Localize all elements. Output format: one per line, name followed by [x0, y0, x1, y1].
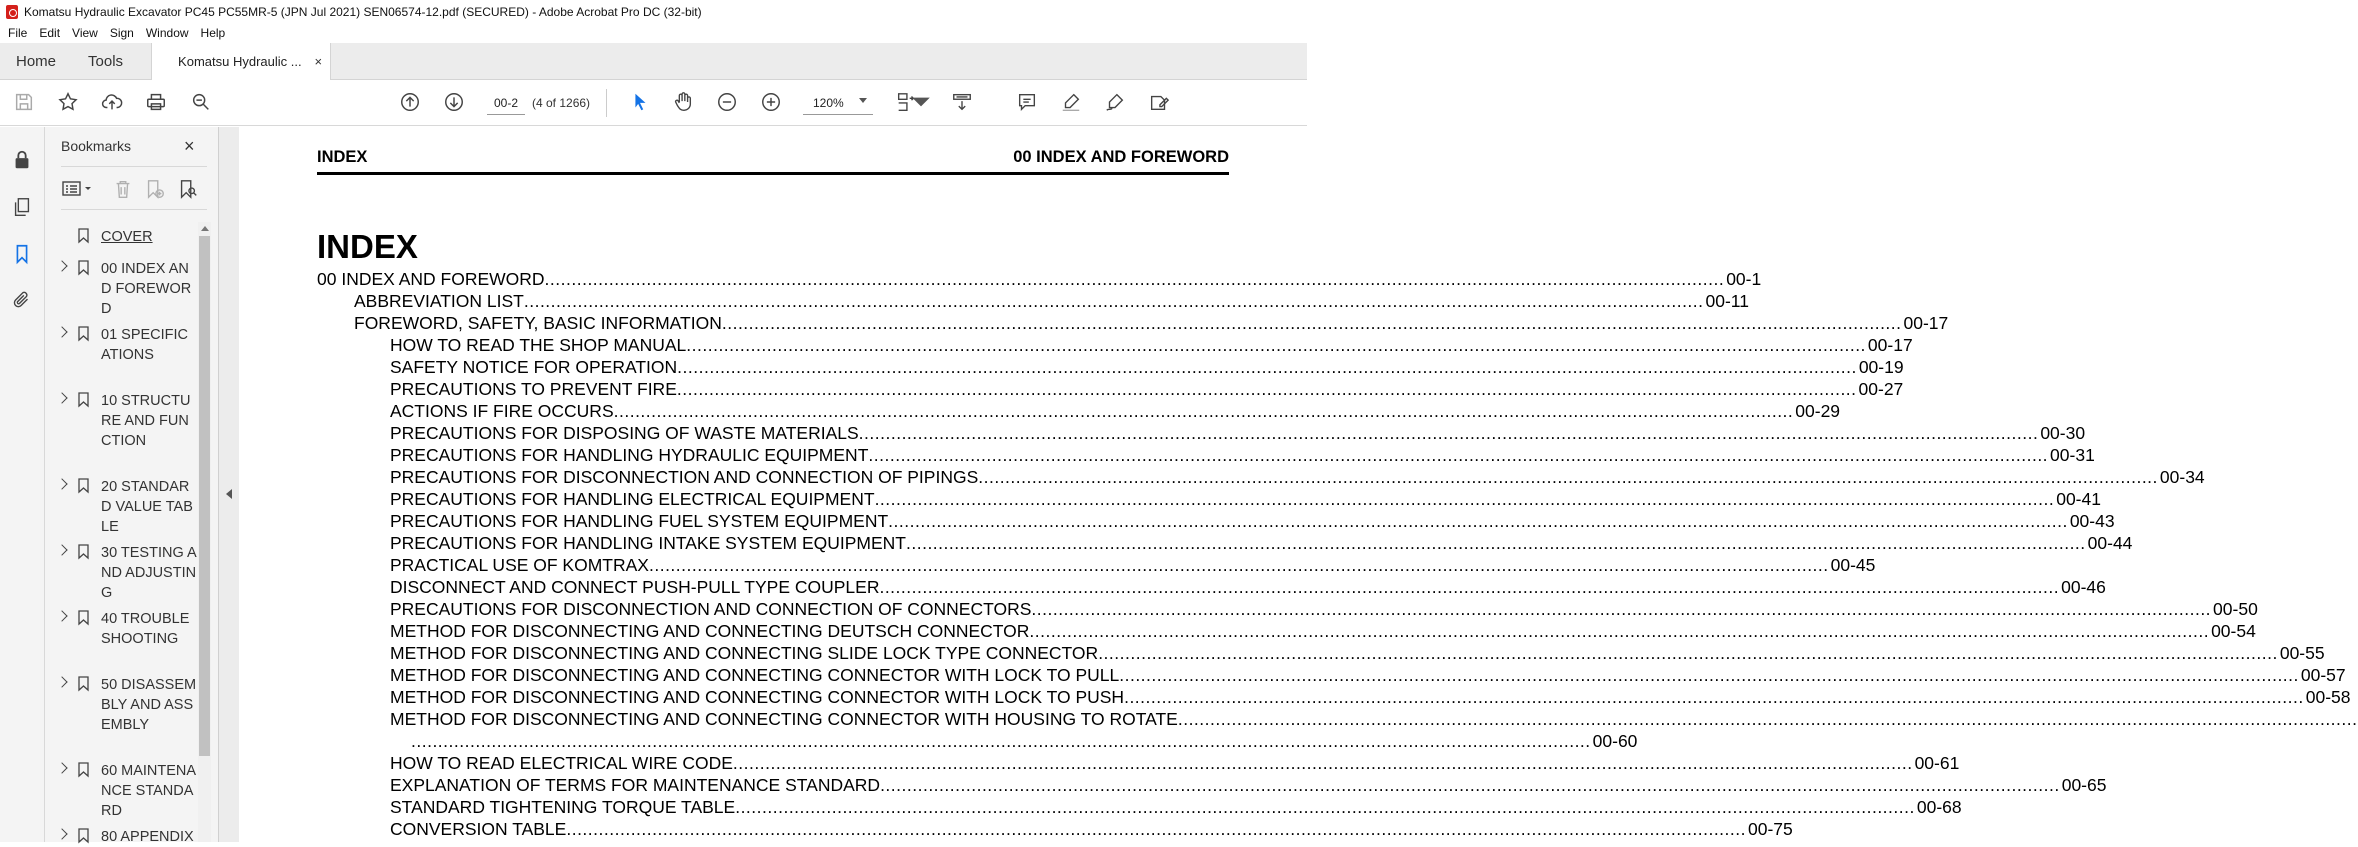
toc-entry-title: METHOD FOR DISCONNECTING AND CONNECTING CONNECTOR WITH LOCK TO PULL [390, 665, 1120, 685]
toc-entry[interactable] [390, 753, 1960, 775]
chevron-right-icon[interactable] [56, 676, 67, 687]
toc-leader-dots: ............................................................................................................................................................................................................................ [858, 423, 2039, 443]
toc-entry[interactable] [390, 445, 2095, 467]
toc-leader-dots: ............................................................................................................................................................................................................................ [1029, 621, 2210, 641]
bookmark-icon [78, 392, 89, 407]
toc-entry-title: METHOD FOR DISCONNECTING AND CONNECTING DEUTSCH CONNECTOR [390, 621, 1030, 641]
page-number-input[interactable]: 00-2 [487, 91, 525, 115]
toc-entry-title: PRECAUTIONS FOR HANDLING ELECTRICAL EQUIPMENT [390, 489, 875, 509]
toc-entry[interactable] [390, 819, 1793, 841]
bookmark-icon [78, 326, 89, 341]
toc-leader-dots: ............................................................................................................................................................................................................................ [906, 533, 2086, 553]
toc-leader-dots: ............................................................................................................................................................................................................................ [566, 819, 1746, 839]
lock-icon[interactable] [11, 149, 33, 171]
toc-entry-title: 00 INDEX AND FOREWORD [317, 269, 545, 289]
toc-leader-dots: ............................................................................................................................................................................................................................ [1098, 643, 2278, 663]
tab-tools[interactable]: Tools [88, 53, 124, 70]
bookmark-options-icon[interactable] [61, 177, 95, 201]
bookmarks-scrollbar[interactable] [198, 222, 211, 842]
sign-pen-icon[interactable] [1103, 90, 1127, 114]
toc-entry-page: 00-34 [2159, 467, 2205, 487]
toc-entry-page: 00-41 [2056, 489, 2101, 509]
delete-bookmark-icon[interactable] [111, 177, 135, 201]
toc-entry-page: 00-44 [2087, 533, 2133, 553]
zoom-out-icon[interactable] [715, 90, 739, 114]
bookmark-icon [78, 260, 89, 275]
chevron-right-icon[interactable] [56, 762, 67, 773]
bookmarks-list [45, 222, 197, 845]
left-navigation-rail [0, 127, 45, 842]
toc-leader-dots: ............................................................................................................................................................................................................................ [686, 335, 1866, 355]
bookmark-label: COVER [101, 229, 153, 245]
document-view[interactable] [239, 127, 2358, 842]
toc-leader-dots: ............................................................................................................................................................................................................................ [523, 291, 1704, 311]
bookmark-icon [78, 762, 89, 777]
toc-entry-page: 00-17 [1867, 335, 1913, 355]
bookmark-icon [78, 610, 89, 625]
toc-entry[interactable] [390, 709, 2358, 731]
toc-entry[interactable] [390, 467, 2205, 489]
toc-leader-dots: ............................................................................................................................................................................................................................ [879, 577, 2060, 597]
toc-leader-dots: ............................................................................................................................................................................................................................ [677, 357, 1857, 377]
window-title: Komatsu Hydraulic Excavator PC45 PC55MR-5 (JPN Jul 2021) SEN06574-12.pdf (SECURED) - Adobe Acrobat Pro DC (32-bit) [24, 4, 702, 19]
toc-entry-title: DISCONNECT AND CONNECT PUSH-PULL TYPE COUPLER [390, 577, 880, 597]
toc-entry-title: HOW TO READ ELECTRICAL WIRE CODE [390, 753, 733, 773]
divider [61, 166, 207, 167]
toc-entry[interactable] [390, 357, 1904, 379]
bookmarks-panel-title: Bookmarks [61, 138, 132, 154]
toc-entry[interactable] [390, 797, 1962, 819]
bookmark-label: 01 SPECIFICATIONS [101, 327, 189, 363]
toc-entry-title: FOREWORD, SAFETY, BASIC INFORMATION [354, 313, 722, 333]
toc-entry-title: METHOD FOR DISCONNECTING AND CONNECTING SLIDE LOCK TYPE CONNECTOR [390, 643, 1099, 663]
toc-entry[interactable] [390, 379, 1904, 401]
toc-entry-page: 00-19 [1858, 357, 1904, 377]
tab-close-icon[interactable]: × [314, 54, 323, 69]
toc-entry[interactable] [390, 555, 1876, 577]
toc-leader-dots: ............................................................................................................................................................................................................................ [880, 775, 2060, 795]
bookmark-label: 50 DISASSEMBLY AND ASSEMBLY [101, 677, 197, 733]
toc-entry-page: 00-27 [1858, 379, 1904, 399]
toolbar-divider [606, 89, 607, 117]
menu-window[interactable]: Window [145, 26, 189, 40]
toc-entry[interactable] [390, 775, 2107, 797]
bookmark-label: 40 TROUBLESHOOTING [101, 611, 190, 647]
previous-page-icon[interactable] [398, 90, 422, 114]
toc-leader-dots: ............................................................................................................................................................................................................................ [888, 511, 2068, 531]
zoom-level-value: 120% [813, 95, 844, 110]
select-cursor-icon[interactable] [628, 90, 652, 114]
toc-entry-title: CONVERSION TABLE [390, 819, 567, 839]
upload-cloud-icon[interactable] [100, 90, 124, 114]
bookmark-label: 20 STANDARD VALUE TABLE [101, 479, 193, 535]
menu-view[interactable]: View [72, 26, 98, 40]
zoom-level-select[interactable] [803, 91, 873, 115]
panel-splitter[interactable] [219, 127, 239, 842]
toc-entry-page: 00-29 [1795, 401, 1841, 421]
acrobat-app-icon [6, 5, 18, 19]
toc-entry-title: PRECAUTIONS FOR DISCONNECTION AND CONNECTION OF CONNECTORS [390, 599, 1032, 619]
page-thumbnails-icon[interactable] [11, 196, 33, 218]
toc-entry-page: 00-68 [1916, 797, 1962, 817]
bookmarks-panel [45, 127, 219, 845]
toc-entry-title: HOW TO READ THE SHOP MANUAL [390, 335, 687, 355]
comment-icon[interactable] [1015, 90, 1039, 114]
highlight-pen-icon[interactable] [1059, 90, 1083, 114]
toc-leader-dots: ............................................................................................................................................................................................................................ [1124, 687, 2304, 707]
edit-pdf-icon[interactable] [1147, 90, 1171, 114]
menu-file[interactable]: File [8, 26, 28, 40]
toc-entry-page: 00-54 [2211, 621, 2256, 641]
next-page-icon[interactable] [442, 90, 466, 114]
hand-tool-icon[interactable] [671, 90, 695, 114]
toc-entry-title: PRECAUTIONS TO PREVENT FIRE [390, 379, 677, 399]
toc-leader-dots: ............................................................................................................................................................................................................................ [1177, 709, 2358, 729]
find-bookmark-icon[interactable] [176, 177, 200, 201]
toc-entry-page: 00-43 [2069, 511, 2115, 531]
toc-entry-page: 00-30 [2040, 423, 2086, 443]
toc-entry-page: 00-75 [1748, 819, 1793, 839]
title-bar [0, 0, 1307, 23]
toc-leader-dots: ............................................................................................................................................................................................................................ [874, 489, 2055, 509]
page-title: INDEX [317, 228, 418, 265]
toc-entry[interactable] [390, 665, 2346, 687]
toc-entry[interactable] [390, 533, 2133, 555]
toc-entry-title: PRECAUTIONS FOR HANDLING FUEL SYSTEM EQUIPMENT [390, 511, 889, 531]
toc-entry-page: 00-61 [1914, 753, 1960, 773]
toc-entry[interactable] [390, 621, 2256, 643]
chevron-right-icon[interactable] [56, 544, 67, 555]
tab-document-label: Komatsu Hydraulic ... [178, 54, 302, 69]
collapse-panel-icon[interactable] [226, 489, 232, 499]
toc-entry[interactable] [390, 401, 1841, 423]
page-header-right: 00 INDEX AND FOREWORD [1013, 148, 1229, 166]
toc-entry[interactable] [390, 599, 2258, 621]
menu-bar [0, 23, 1307, 43]
toc-entry[interactable] [390, 643, 2325, 665]
scroll-up-icon[interactable] [201, 226, 209, 231]
toc-leader-dots: ............................................................................................................................................................................................................................ [1119, 665, 2299, 685]
new-bookmark-icon[interactable] [143, 177, 167, 201]
toc-entry-title: EXPLANATION OF TERMS FOR MAINTENANCE STANDARD [390, 775, 881, 795]
bookmark-icon [78, 228, 89, 243]
close-icon[interactable]: × [184, 136, 195, 156]
save-icon[interactable] [12, 90, 36, 114]
toc-entry[interactable] [390, 335, 1913, 357]
bookmark-label: 80 APPENDIX [101, 829, 194, 845]
toc-leader-dots: ............................................................................................................................................................................................................................ [544, 269, 1725, 289]
toc-entry-title: METHOD FOR DISCONNECTING AND CONNECTING CONNECTOR WITH LOCK TO PUSH [390, 687, 1125, 707]
toc-entry[interactable] [390, 577, 2106, 599]
toc-leader-dots: ............................................................................................................................................................................................................................ [721, 313, 1902, 333]
divider [61, 209, 207, 210]
toc-entry-title: PRACTICAL USE OF KOMTRAX [390, 555, 649, 575]
toc-entry[interactable] [390, 489, 2101, 511]
toc-entry-page: 00-11 [1705, 291, 1749, 311]
toc-entry-page: 00-17 [1903, 313, 1949, 333]
toc-entry-title: ABBREVIATION LIST [354, 291, 524, 311]
toc-leader-dots: ............................................................................................................................................................................................................................ [676, 379, 1857, 399]
toc-entry-page: 00-31 [2050, 445, 2095, 465]
page-header-left: INDEX [317, 148, 368, 166]
bookmark-label: 10 STRUCTURE AND FUNCTION [101, 393, 191, 449]
toc-entry-title: PRECAUTIONS FOR HANDLING HYDRAULIC EQUIPMENT [390, 445, 869, 465]
toc-leader-dots: ............................................................................................................................................................................................................................ [411, 731, 1591, 751]
bookmarks-toolbar [61, 177, 211, 203]
print-icon[interactable] [144, 90, 168, 114]
chevron-right-icon[interactable] [56, 478, 67, 489]
toc-entry[interactable] [390, 687, 2351, 709]
chevron-right-icon[interactable] [56, 392, 67, 403]
toc-entry[interactable] [354, 291, 1749, 313]
chevron-down-icon[interactable] [916, 90, 926, 114]
zoom-in-icon[interactable] [759, 90, 783, 114]
bookmark-label: 30 TESTING AND ADJUSTING [101, 545, 197, 601]
chevron-right-icon[interactable] [56, 260, 67, 271]
find-zoom-icon[interactable] [189, 90, 213, 114]
menu-help[interactable]: Help [200, 26, 226, 40]
toc-entry-page: 00-55 [2279, 643, 2325, 663]
bookmark-label: 60 MAINTENANCE STANDARD [101, 763, 197, 819]
toc-entry-title: ACTIONS IF FIRE OCCURS [390, 401, 614, 421]
bookmark-icon [78, 478, 89, 493]
star-icon[interactable] [56, 90, 80, 114]
toc-leader-dots: ............................................................................................................................................................................................................................ [735, 797, 1915, 817]
toc-entry-page: 00-1 [1726, 269, 1762, 289]
toc-leader-dots: ............................................................................................................................................................................................................................ [613, 401, 1794, 421]
attachment-icon[interactable] [11, 289, 33, 311]
chevron-right-icon[interactable] [56, 610, 67, 621]
chevron-right-icon[interactable] [56, 828, 67, 839]
toc-entry-page: 00-65 [2061, 775, 2107, 795]
menu-edit[interactable]: Edit [39, 26, 61, 40]
toc-entry-title: PRECAUTIONS FOR HANDLING INTAKE SYSTEM EQUIPMENT [390, 533, 906, 553]
tab-bar [0, 43, 1307, 80]
toc-entry-page: 00-45 [1830, 555, 1876, 575]
bookmark-icon [78, 828, 89, 843]
toc-leader-dots: ............................................................................................................................................................................................................................ [732, 753, 1913, 773]
bookmark-label: 00 INDEX AND FOREWORD [101, 261, 192, 317]
toc-entry[interactable] [390, 511, 2115, 533]
toc-entry[interactable] [317, 269, 1762, 291]
scrollbar-thumb[interactable] [199, 236, 210, 756]
menu-sign[interactable]: Sign [109, 26, 134, 40]
toc-entry-page: 00-58 [2305, 687, 2351, 707]
toc-entry[interactable] [390, 423, 2086, 445]
toc-entry-title: METHOD FOR DISCONNECTING AND CONNECTING CONNECTOR WITH HOUSING TO ROTATE [390, 709, 1178, 729]
scroll-mode-icon[interactable] [950, 90, 974, 114]
toc-entry-title: PRECAUTIONS FOR DISCONNECTION AND CONNECTION OF PIPINGS [390, 467, 979, 487]
chevron-down-icon [859, 98, 867, 103]
toc-entry[interactable] [354, 313, 1949, 335]
tab-document[interactable] [151, 43, 331, 80]
header-rule [317, 172, 1229, 175]
bookmark-panel-icon[interactable] [11, 243, 33, 265]
toc-entry-page: 00-57 [2300, 665, 2346, 685]
chevron-right-icon[interactable] [56, 326, 67, 337]
toolbar [0, 80, 1307, 126]
bookmark-icon [78, 676, 89, 691]
toc-leader-dots: ............................................................................................................................................................................................................................ [1031, 599, 2212, 619]
toc-entry-page: 00-60 [1592, 731, 1638, 751]
toc-entry-title: PRECAUTIONS FOR DISPOSING OF WASTE MATERIALS [390, 423, 859, 443]
page-count-label: (4 of 1266) [532, 96, 591, 110]
toc-entry-page: 00-46 [2061, 577, 2106, 597]
toc-leader-dots: ............................................................................................................................................................................................................................ [978, 467, 2158, 487]
toc-leader-dots: ............................................................................................................................................................................................................................ [868, 445, 2049, 465]
tab-home[interactable]: Home [16, 53, 57, 70]
toc-leader-dots: ............................................................................................................................................................................................................................ [648, 555, 1829, 575]
bookmark-icon [78, 544, 89, 559]
toc-entry-title: STANDARD TIGHTENING TORQUE TABLE [390, 797, 736, 817]
toc-entry-title: SAFETY NOTICE FOR OPERATION [390, 357, 678, 377]
toc-entry[interactable] [411, 731, 1638, 753]
toc-entry-page: 00-50 [2213, 599, 2258, 619]
